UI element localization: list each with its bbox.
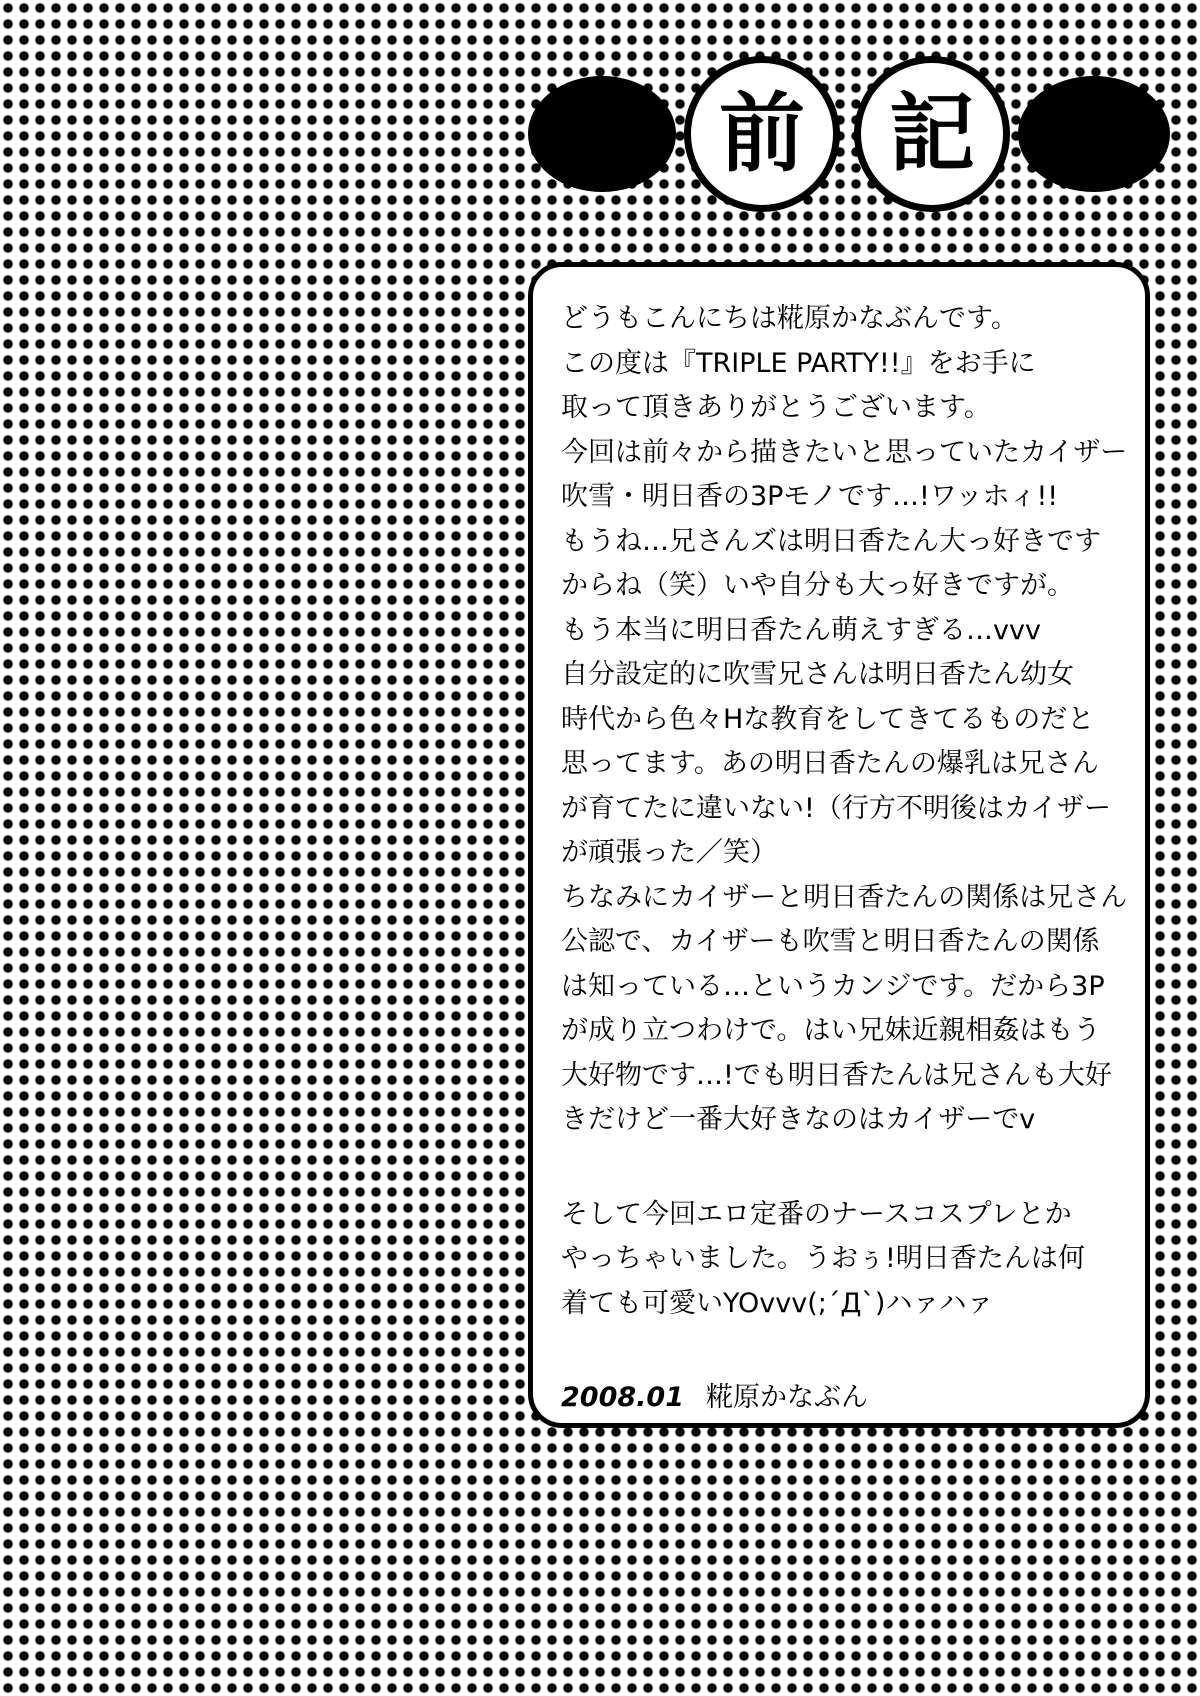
body-line: どうもこんにちは糀原かなぶんです。 [561,303,1018,334]
body-line: 自分設定的に吹雪兄さんは明日香たん幼女 [561,659,1074,690]
body-line: きだけど一番大好きなのはカイザーでv [561,1104,1036,1135]
body-line: そして今回エロ定番のナースコスプレとか [561,1198,1072,1230]
title-banner [528,52,1170,212]
body-line: この度は『TRIPLE PARTY!!』をお手に [561,347,1036,379]
body-line: 公認で、カイザーも吹雪と明日香たんの関係 [561,926,1100,957]
note-box [528,262,1150,1428]
body-line: が成り立つわけで。はい兄妹近親相姦はもう [561,1015,1101,1046]
body-line: は知っている…というカンジです。だから3P [561,970,1105,1002]
signature-date: 2008.01 [561,1382,684,1413]
body-line: が頑張った／笑） [561,837,777,868]
signature [561,1376,1131,1421]
body-line: が育てたに違いない!（行方不明後はカイザー [561,792,1112,824]
body-line: 吹雪・明日香の3Pモノです…!ワッホィ!! [561,481,1059,512]
title-char-2: 記 [854,56,1010,212]
body-line: やっちゃいました。うおぅ!明日香たんは何 [561,1243,1085,1274]
body-line: 大好物です…!でも明日香たんは兄さんも大好 [561,1059,1112,1091]
body-line: 着ても可愛いYOvvv(;´Д`)ハァハァ [561,1287,994,1319]
body-line: 取って頂きありがとうございます。 [561,392,991,423]
title-left-dot [528,76,676,192]
body-line: 今回は前々から描きたいと思っていたカイザー [561,436,1128,468]
title-char-1: 前 [684,56,840,212]
signature-author: 糀原かなぶん [705,1382,868,1413]
body-line: もうね…兄さんズは明日香たん大っ好きです [561,525,1101,557]
body-line: 思ってます。あの明日香たんの爆乳は兄さん [561,748,1099,779]
body-line: 時代から色々Hな教育をしてきてるものだと [561,703,1095,735]
body-line: もう本当に明日香たん萌えすぎる…vvv [561,614,1041,646]
paragraph-gap [561,1326,1131,1376]
body-line: ちなみにカイザーと明日香たんの関係は兄さん [561,881,1128,913]
title-right-dot [1018,76,1170,192]
body-line: からね（笑）いや自分も大っ好きですが。 [561,570,1074,601]
paragraph-gap [561,1143,1131,1193]
